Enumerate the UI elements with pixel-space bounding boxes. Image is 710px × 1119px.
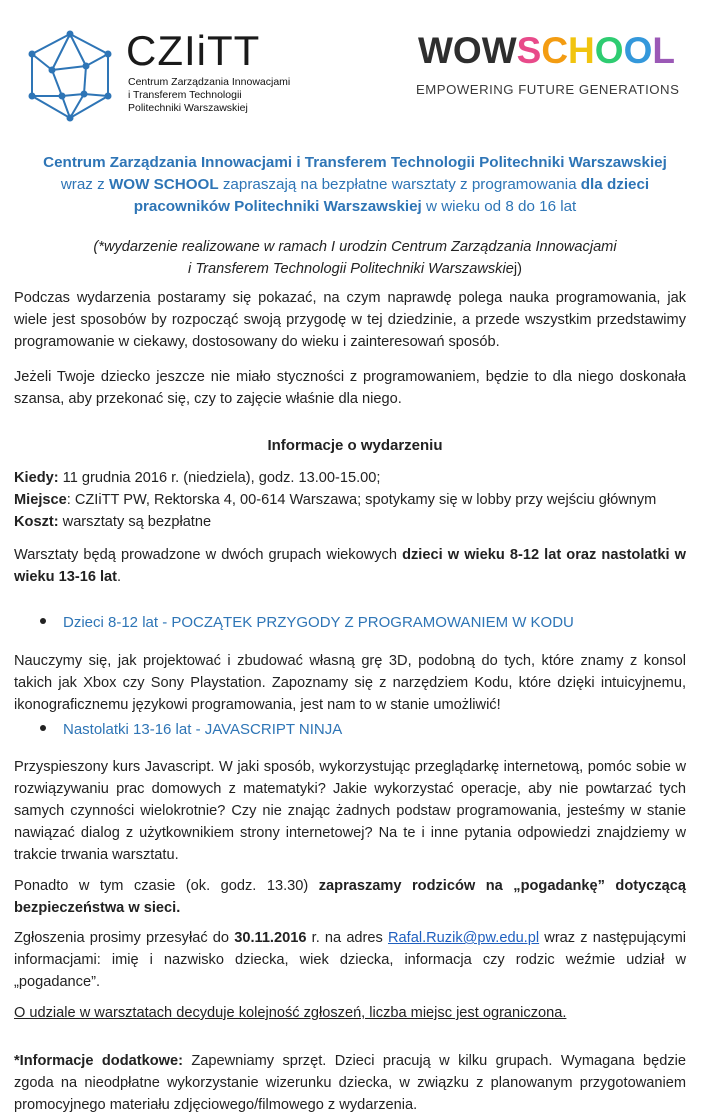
wowschool-logo <box>418 30 675 72</box>
school-logo-letter: H <box>568 30 595 71</box>
when-label: Kiedy: <box>14 470 59 486</box>
parents-paragraph <box>14 875 686 919</box>
bullet-dot-icon <box>40 725 46 731</box>
heading-bold: WOW SCHOOL <box>108 176 219 193</box>
deadline-date: 30.11.2016 <box>234 930 307 946</box>
additional-info <box>14 1050 686 1116</box>
info-section-title: Informacje o wydarzeniu <box>267 437 443 454</box>
note-text: i Transferem Technologii Politechniki Warszawskie <box>188 261 514 277</box>
groups-paragraph <box>14 544 686 588</box>
parents-bold: zapraszamy rodziców na „pogadankę” dotyczącą bezpieczeństwa w sieci. <box>14 878 686 916</box>
additional-text: Zapewniamy sprzęt. Dzieci pracują w kilku grupach. Wymagana będzie zgoda na nieodpłatne wykorzystanie wizerunku dziecka, w związku z planowanym przygotowaniem promocyjnego materiału zdjęciowego/filmowego z wydarzenia. <box>14 1053 686 1113</box>
note-text: Centrum Zarządzania Innowacjami <box>391 239 617 255</box>
when-value: 11 grudnia 2016 r. (niedziela), godz. 13.00-15.00; <box>58 470 381 486</box>
school-logo-letter: O <box>623 30 653 71</box>
heading-text: zapraszają na bezpłatne warsztaty z programowania <box>218 176 581 193</box>
czlitt-sub-line: Centrum Zarządzania Innowacjami <box>128 76 291 88</box>
groups-text: . <box>117 569 122 585</box>
anniversary-note <box>20 236 690 280</box>
note-text: (*wydarzenie realizowane w ramach I urodzin <box>93 239 392 255</box>
parents-text: Ponadto w tym czasie (ok. godz. 13.30) <box>14 878 319 894</box>
order-note: O udziale w warsztatach decyduje kolejność zgłoszeń, liczba miejsc jest ograniczona. <box>14 1005 567 1021</box>
wow-logo-part: WOW <box>418 30 517 71</box>
registration-text: wraz z następującymi informacjami: imię i nazwisko dziecka, wiek dziecka, informacja czy rodzic weźmie udział w „pogadance”. <box>14 930 687 990</box>
event-details <box>14 467 686 533</box>
intro-paragraph: Podczas wydarzenia postaramy się pokazać, na czym naprawdę polega nauka programowania, jak wiele jest sposobów by rozpocząć swoją przygodę w tej dziedzinie, a przede wszystkim przedstawimy programowanie w ciekawy, dostosowany do wieku i zainteresowań sposób. <box>14 290 686 350</box>
group-description: Nauczymy się, jak projektować i zbudować własną grę 3D, podobną do tych, które znamy z konsol takich jak Xbox czy Sony Playstation. Zapoznamy się z narzędziem Kodu, które dzięki intuicyjnemu, ikonograficznemu językowi programowania, jest nam to w stanie umożliwić! <box>14 653 686 713</box>
note-text: j) <box>513 261 522 277</box>
bullet-dot-icon <box>40 618 46 624</box>
group-description: Przyspieszony kurs Javascript. W jaki sposób, wykorzystując przeglądarkę internetową, pomóc sobie w rozwiązywaniu prac domowych z matematyki? Jakie wykorzystać operacje, aby nie powtarzać tych samych czynności wielokrotnie? Czy nie znając żadnych podstaw programowania, jesteśmy w stanie nawiązać dialog z użytkownikiem strony internetowej? Na te i inne pytania odpowiedzi znajdziemy w trakcie trwania warsztatu. <box>14 759 686 863</box>
heading-text: w wieku od 8 do 16 lat <box>421 198 577 215</box>
group-title: Dzieci 8-12 lat - POCZĄTEK PRZYGODY Z PROGRAMOWANIEM W KODU <box>63 614 574 631</box>
registration-paragraph <box>14 927 686 993</box>
email-link[interactable]: Rafal.Ruzik@pw.edu.pl <box>388 930 540 946</box>
where-label: Miejsce <box>14 492 67 508</box>
czlitt-sub-line: i Transferem Technologii <box>128 89 242 101</box>
additional-label: *Informacje dodatkowe: <box>14 1053 183 1069</box>
invitation-heading <box>20 152 690 218</box>
where-value: : CZIiTT PW, Rektorska 4, 00-614 Warszawa; spotykamy się w lobby przy wejściu głównym <box>66 492 657 508</box>
heading-bold: dla dzieci <box>580 176 650 193</box>
heading-bold: pracowników Politechniki Warszawskiej <box>133 198 422 215</box>
logo-header <box>0 0 710 130</box>
intro-paragraph: Jeżeli Twoje dziecko jeszcze nie miało styczności z programowaniem, będzie to dla niego doskonała szansa, aby przekonać się, czy to zajęcie właśnie dla niego. <box>14 369 686 407</box>
cost-value: warsztaty są bezpłatne <box>58 514 212 530</box>
czlitt-sub-line: Politechniki Warszawskiej <box>128 102 248 114</box>
czlitt-network-logo-icon <box>22 30 118 122</box>
registration-text: r. na adres <box>306 930 388 946</box>
school-logo-letter: S <box>516 30 542 71</box>
cost-label: Koszt: <box>14 514 59 530</box>
group-title: Nastolatki 13-16 lat - JAVASCRIPT NINJA <box>63 721 343 738</box>
groups-text: Warsztaty będą prowadzone w dwóch grupach wiekowych <box>14 547 403 563</box>
registration-text: Zgłoszenia prosimy przesyłać do <box>14 930 235 946</box>
school-logo-part <box>517 30 675 71</box>
czlitt-logo-text: CZIiTT <box>126 27 261 74</box>
school-logo-letter: C <box>541 30 569 71</box>
czlitt-logo-subtitle <box>128 76 290 115</box>
wowschool-tagline: EMPOWERING FUTURE GENERATIONS <box>416 82 680 97</box>
school-logo-letter: L <box>652 30 675 71</box>
heading-line1: Centrum Zarządzania Innowacjami i Transferem Technologii Politechniki Warszawskiej <box>43 154 667 171</box>
school-logo-letter: O <box>594 30 624 71</box>
group-bullet <box>40 721 342 738</box>
group-bullet <box>40 614 574 631</box>
groups-bold: dzieci w wieku 8-12 lat oraz nastolatki w wieku 13-16 lat <box>14 547 686 585</box>
heading-text: wraz z <box>60 176 109 193</box>
